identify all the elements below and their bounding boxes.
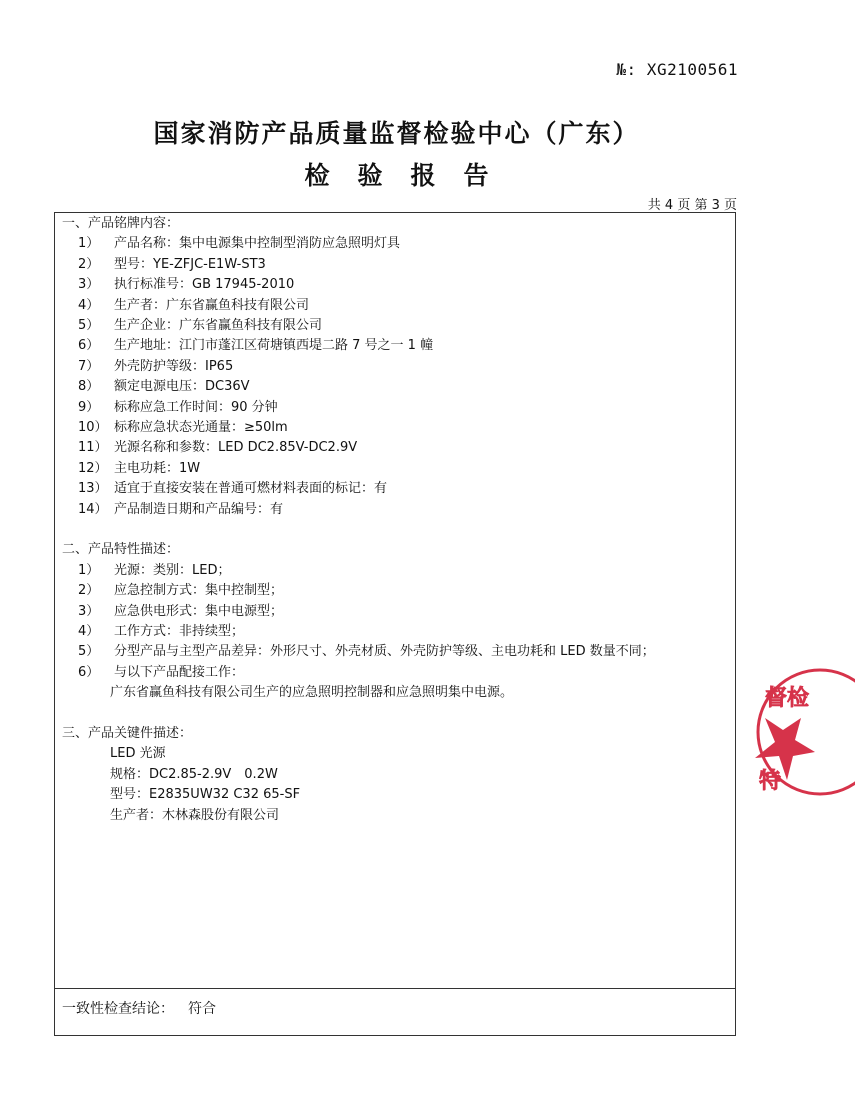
list-item: [62, 602, 732, 622]
conclusion-value: 符合: [188, 1001, 216, 1017]
report-content: [62, 214, 732, 826]
list-item-number: 3）: [78, 603, 100, 619]
list-item-number: 12）: [78, 460, 108, 476]
list-item-text: 生产企业：广东省赢鱼科技有限公司: [114, 318, 323, 334]
list-item: [62, 479, 732, 499]
list-item: [62, 622, 732, 642]
list-item: [62, 316, 732, 336]
list-item: [62, 255, 732, 275]
component-spec: 规格：DC2.85-2.9V 0.2W: [110, 766, 278, 782]
svg-text:特: 特: [759, 768, 782, 794]
list-item-number: 1）: [78, 562, 100, 578]
section-features-list: [62, 561, 732, 683]
list-item-number: 2）: [78, 583, 100, 599]
component-model: 型号：E2835UW32 C32 65-SF: [110, 787, 301, 803]
list-item-number: 13）: [78, 481, 108, 497]
list-item-number: 9）: [78, 399, 100, 415]
component-maker: 生产者：木林森股份有限公司: [110, 807, 280, 823]
list-item: [62, 336, 732, 356]
list-item-number: 2）: [78, 256, 100, 272]
component-name: LED 光源: [110, 746, 166, 762]
conclusion-divider: [54, 988, 736, 989]
section-title: 三、产品关键件描述：: [62, 726, 193, 742]
list-item-text: 应急供电形式：集中电源型；: [114, 603, 284, 619]
list-item-text: 与以下产品配接工作：: [114, 664, 245, 680]
list-item: [62, 357, 732, 377]
list-item: [62, 459, 732, 479]
list-item-text: 生产者：广东省赢鱼科技有限公司: [114, 297, 310, 313]
list-item-text: 额定电源电压：DC36V: [114, 379, 250, 395]
list-item-number: 4）: [78, 624, 100, 640]
list-item-number: 5）: [78, 644, 100, 660]
list-item: [62, 581, 732, 601]
list-item-text: 分型产品与主型产品差异：外形尺寸、外壳材质、外壳防护等级、主电功耗和 LED 数量不同；: [114, 644, 655, 660]
item-detail: 广东省赢鱼科技有限公司生产的应急照明控制器和应急照明集中电源。: [110, 685, 514, 701]
list-item-text: 适宜于直接安装在普通可燃材料表面的标记：有: [114, 481, 388, 497]
list-item-text: 主电功耗：1W: [114, 460, 201, 476]
list-item: [62, 642, 732, 662]
conclusion-label: 一致性检查结论：: [62, 1001, 174, 1017]
list-item-text: 产品制造日期和产品编号：有: [114, 501, 284, 517]
list-item-number: 14）: [78, 501, 108, 517]
section-title: 一、产品铭牌内容：: [62, 216, 180, 231]
page-title: 国家消防产品质量监督检验中心（广东）: [153, 119, 640, 148]
list-item-text: 光源：类别：LED；: [114, 562, 231, 578]
page-subtitle: 检验报告: [304, 161, 517, 190]
list-item-text: 生产地址：江门市蓬江区荷塘镇西堤二路 7 号之一 1 幢: [114, 338, 434, 354]
conclusion: [62, 998, 216, 1018]
list-item: [62, 663, 732, 683]
list-item-number: 5）: [78, 318, 100, 334]
list-item: [62, 377, 732, 397]
list-item: [62, 398, 732, 418]
list-item: [62, 500, 732, 520]
list-item: [62, 234, 732, 254]
list-item-text: 外壳防护等级：IP65: [114, 358, 234, 374]
list-item-text: 工作方式：非持续型；: [114, 624, 245, 640]
list-item-text: 标称应急工作时间：90 分钟: [114, 399, 278, 415]
list-item-number: 1）: [78, 236, 100, 252]
list-item-number: 6）: [78, 664, 100, 680]
report-number: №: XG2100561: [616, 60, 738, 79]
section-title: 二、产品特性描述：: [62, 542, 180, 558]
list-item-text: 标称应急状态光通量：≥50lm: [114, 420, 288, 436]
list-item-text: 光源名称和参数：LED DC2.85V-DC2.9V: [114, 440, 358, 456]
list-item-text: 产品名称：集中电源集中控制型消防应急照明灯具: [114, 236, 401, 252]
section-nameplate-list: [62, 234, 732, 520]
list-item: [62, 438, 732, 458]
list-item: [62, 418, 732, 438]
list-item-number: 6）: [78, 338, 100, 354]
official-seal-stamp: [745, 660, 855, 810]
list-item-text: 型号：YE-ZFJC-E1W-ST3: [114, 256, 266, 272]
page-info: 共 4 页 第 3 页: [647, 198, 737, 213]
list-item: [62, 275, 732, 295]
list-item-number: 8）: [78, 379, 100, 395]
list-item-text: 执行标准号：GB 17945-2010: [114, 277, 295, 293]
list-item-number: 3）: [78, 277, 100, 293]
list-item: [62, 296, 732, 316]
list-item-number: 7）: [78, 358, 100, 374]
list-item: [62, 561, 732, 581]
list-item-number: 11）: [78, 440, 108, 456]
list-item-number: 10）: [78, 420, 108, 436]
list-item-text: 应急控制方式：集中控制型；: [114, 583, 284, 599]
svg-text:督检: 督检: [765, 685, 810, 711]
list-item-number: 4）: [78, 297, 100, 313]
